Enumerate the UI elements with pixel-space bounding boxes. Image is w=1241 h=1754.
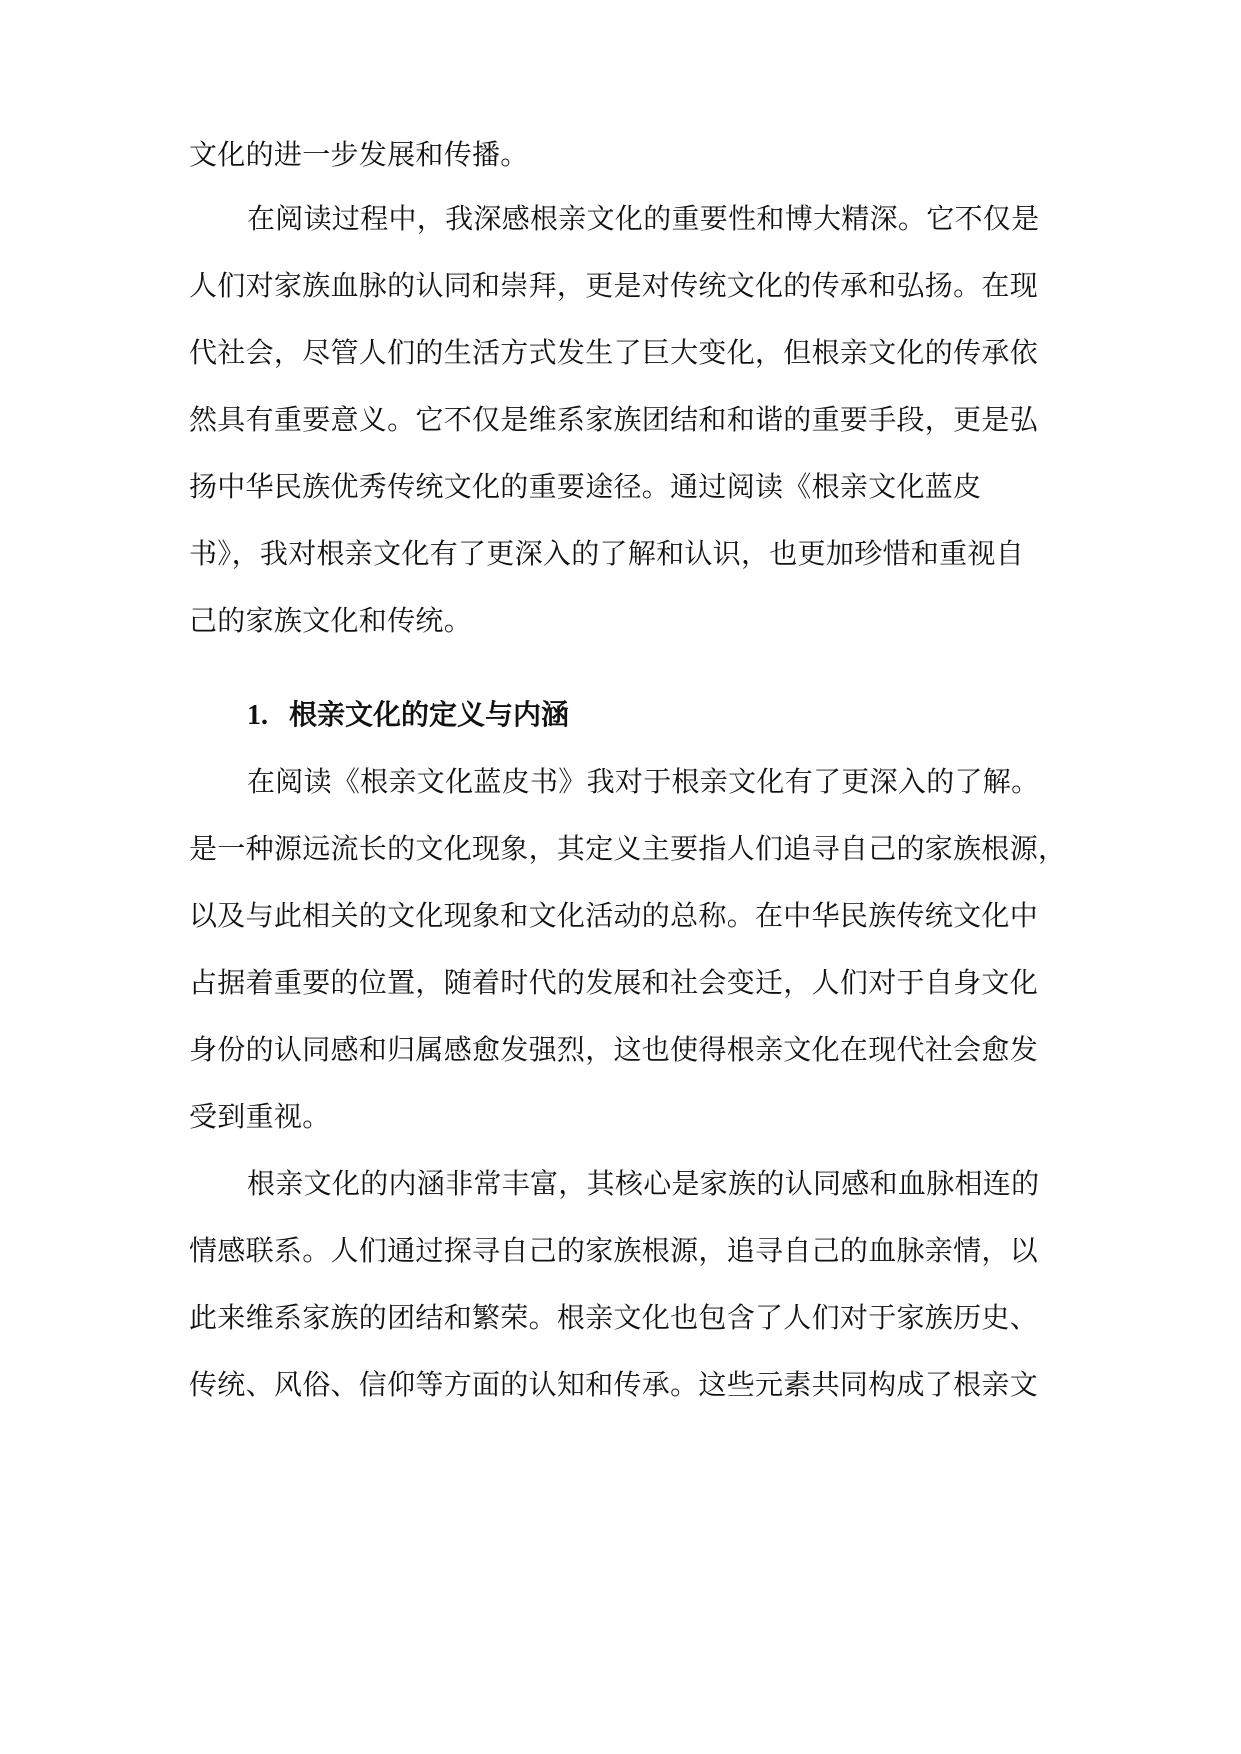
text-line: 在阅读过程中，我深感根亲文化的重要性和博大精深。它不仅是 [247,202,1040,235]
text-line: 身份的认同感和归属感愈发强烈，这也使得根亲文化在现代社会愈发 [189,1033,1039,1066]
text-line: 书》，我对根亲文化有了更深入的了解和认识，也更加珍惜和重视自 [189,537,1025,570]
text-line: 此来维系家族的团结和繁荣。根亲文化也包含了人们对于家族历史、 [189,1301,1039,1334]
section-heading [247,695,569,736]
text-line: 传统、风俗、信仰等方面的认知和传承。这些元素共同构成了根亲文 [189,1368,1039,1401]
text-line: 己的家族文化和传统。 [189,604,473,637]
text-line: 扬中华民族优秀传统文化的重要途径。通过阅读《根亲文化蓝皮 [189,470,982,503]
text-line: 是一种源远流长的文化现象，其定义主要指人们追寻自己的家族根源， [189,832,1067,865]
text-line: 以及与此相关的文化现象和文化活动的总称。在中华民族传统文化中 [189,899,1039,932]
text-line: 占据着重要的位置，随着时代的发展和社会变迁，人们对于自身文化 [189,966,1039,999]
text-line: 人们对家族血脉的认同和崇拜，更是对传统文化的传承和弘扬。在现 [189,269,1039,302]
text-line: 然具有重要意义。它不仅是维系家族团结和和谐的重要手段，更是弘 [189,403,1039,436]
text-line: 文化的进一步发展和传播。 [189,138,529,171]
text-line: 情感联系。人们通过探寻自己的家族根源，追寻自己的血脉亲情，以 [189,1234,1039,1267]
text-line: 代社会，尽管人们的生活方式发生了巨大变化，但根亲文化的传承依 [189,336,1039,369]
text-line: 受到重视。 [189,1100,331,1133]
section-title: 根亲文化的定义与内涵 [289,698,570,731]
text-line: 根亲文化的内涵非常丰富，其核心是家族的认同感和血脉相连的 [247,1167,1040,1200]
text-line: 在阅读《根亲文化蓝皮书》我对于根亲文化有了更深入的了解。 [247,765,1040,798]
section-number: 1. [247,700,268,731]
